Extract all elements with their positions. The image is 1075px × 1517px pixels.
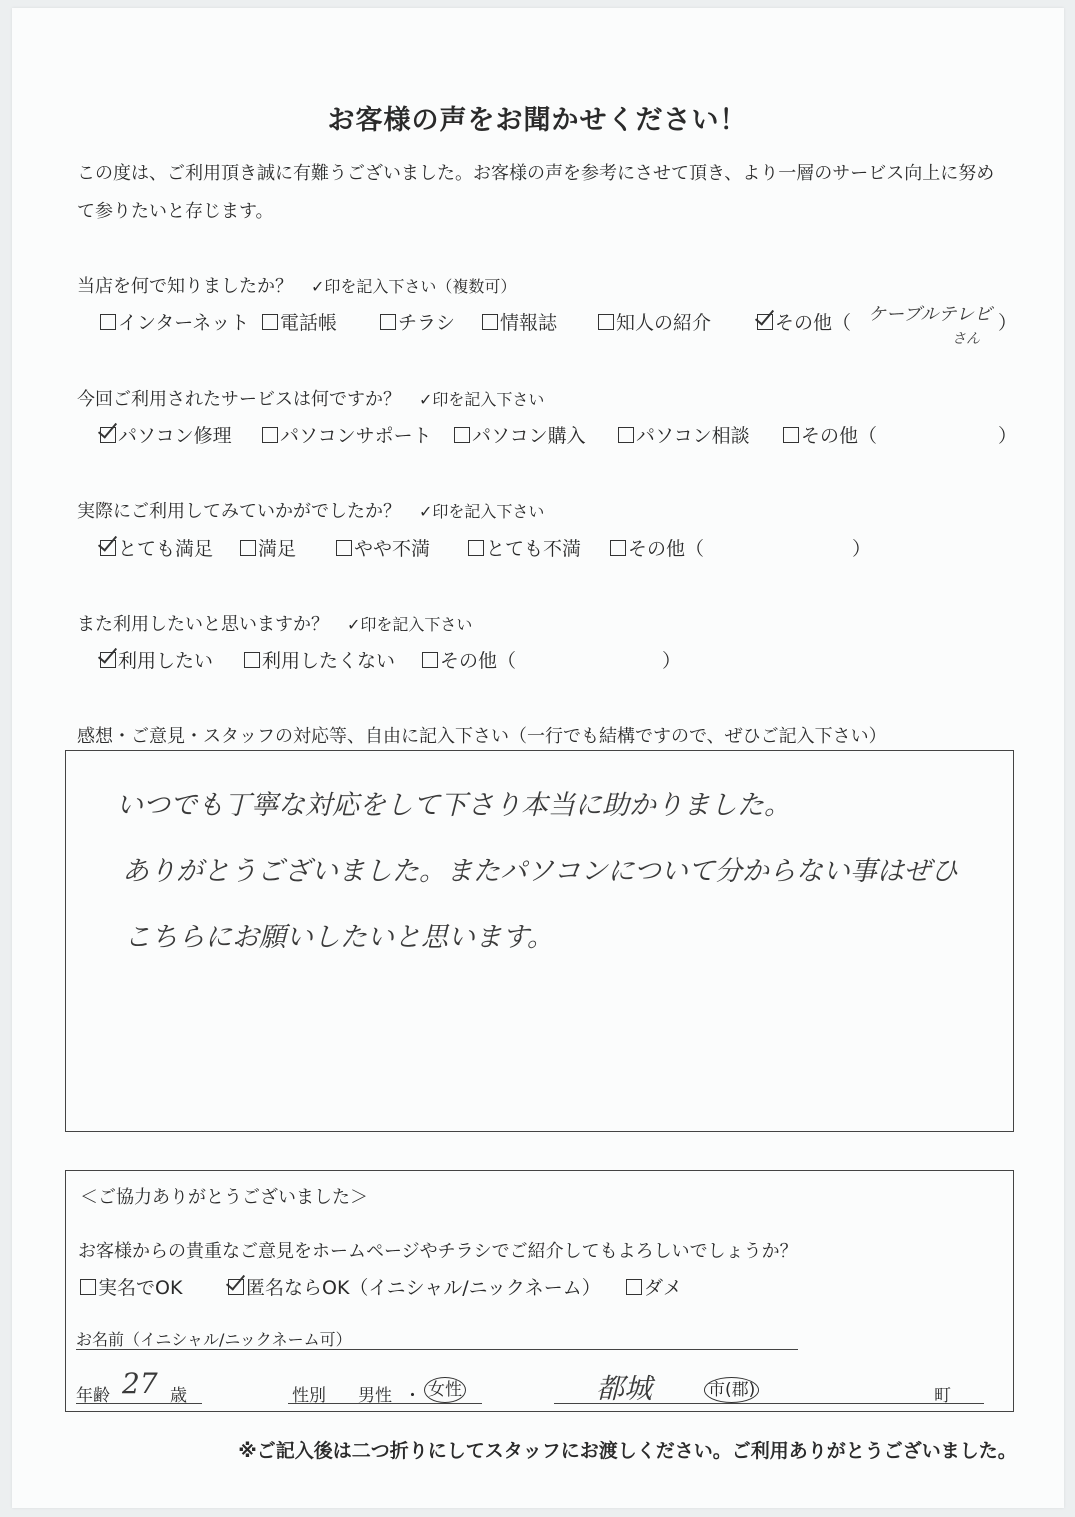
checkbox[interactable] <box>598 314 614 330</box>
q3-close-paren: ） <box>852 538 872 560</box>
coop-option-no[interactable]: ダメ <box>626 1273 682 1300</box>
q4-option-other[interactable]: その他（ <box>422 646 516 673</box>
coop-option-anonymous[interactable]: 匿名ならOK（イニシャル/ニックネーム） <box>228 1273 601 1300</box>
q4-question <box>77 610 472 636</box>
q1-close-paren: ） <box>998 312 1018 334</box>
q2-option-support[interactable]: パソコンサポート <box>262 421 432 448</box>
age-unit: 歳 <box>170 1386 187 1406</box>
q3-option-satisfied[interactable]: 満足 <box>240 534 296 561</box>
checkbox[interactable] <box>468 540 484 556</box>
q2-close-paren: ） <box>998 425 1018 447</box>
checkbox[interactable] <box>336 540 352 556</box>
q1-other-handwritten-sub: さん <box>952 331 980 347</box>
name-label: お名前（イニシャル/ニックネーム可） <box>76 1330 352 1349</box>
q2-option-consult[interactable]: パソコン相談 <box>618 421 750 448</box>
q4-close-paren: ） <box>662 650 682 672</box>
checkbox[interactable] <box>783 427 799 443</box>
gender-field-line <box>288 1403 482 1404</box>
q1-option-magazine[interactable]: 情報誌 <box>482 308 557 335</box>
name-field-line[interactable] <box>76 1349 798 1350</box>
age-label: 年齢 <box>76 1386 110 1406</box>
age-field-line[interactable] <box>76 1403 202 1404</box>
q2-option-repair[interactable]: パソコン修理 <box>100 421 232 448</box>
cooperation-question: お客様からの貴重なご意見をホームページやチラシでご紹介してもよろしいでしょうか？ <box>78 1241 798 1262</box>
q1-question-text: 当店を何で知りましたか？ <box>77 276 293 297</box>
checkbox[interactable] <box>100 314 116 330</box>
comments-label: 感想・ご意見・スタッフの対応等、自由に記入下さい（一行でも結構ですので、ぜひご記入下さい） <box>77 726 887 747</box>
q3-instruction: ✓印を記入下さい <box>419 502 545 521</box>
q1-option-flyer[interactable]: チラシ <box>380 308 455 335</box>
checkbox-checked[interactable] <box>100 427 116 443</box>
q1-other-handwritten: ケーブルテレビ <box>868 304 993 325</box>
q1-option-referral[interactable]: 知人の紹介 <box>598 308 711 335</box>
q2-options <box>0 421 1075 461</box>
selected-circle: 女性 <box>424 1377 466 1403</box>
checkbox-checked[interactable] <box>100 540 116 556</box>
q4-option-yes[interactable]: 利用したい <box>100 646 213 673</box>
city-label <box>704 1377 759 1403</box>
footer-note: ※ご記入後は二つ折りにしてスタッフにお渡しください。ご利用ありがとうございました。 <box>238 1440 1017 1462</box>
checkbox[interactable] <box>626 1279 642 1295</box>
checkbox[interactable] <box>380 314 396 330</box>
cooperation-box <box>65 1170 1014 1412</box>
comment-line: ありがとうございました。またパソコンについて分からない事はぜひ <box>122 856 958 887</box>
q4-question-text: また利用したいと思いますか？ <box>77 614 329 635</box>
q3-option-very-satisfied[interactable]: とても満足 <box>100 534 213 561</box>
checkbox[interactable] <box>610 540 626 556</box>
q4-instruction: ✓印を記入下さい <box>347 615 473 634</box>
checkbox-checked[interactable] <box>757 314 773 330</box>
q1-option-phonebook[interactable]: 電話帳 <box>262 308 337 335</box>
checkbox[interactable] <box>240 540 256 556</box>
q3-option-somewhat-dissatisfied[interactable]: やや不満 <box>336 534 430 561</box>
checkbox-checked[interactable] <box>228 1279 244 1295</box>
q3-option-other[interactable]: その他（ <box>610 534 704 561</box>
checkbox[interactable] <box>618 427 634 443</box>
q4-option-no[interactable]: 利用したくない <box>244 646 395 673</box>
q1-option-internet[interactable]: インターネット <box>100 308 249 335</box>
comment-line: こちらにお願いしたいと思います。 <box>124 922 554 953</box>
q1-instruction: ✓印を記入下さい（複数可） <box>311 277 517 296</box>
gender-label: 性別 <box>292 1386 326 1406</box>
q1-option-other[interactable]: その他（ <box>757 308 851 335</box>
page-title: お客様の声をお聞かせください！ <box>327 105 748 136</box>
gender-female[interactable] <box>424 1377 466 1403</box>
q1-question <box>77 272 516 298</box>
comments-box[interactable] <box>65 750 1014 1132</box>
q3-options <box>0 534 1075 574</box>
q2-question-text: 今回ご利用されたサービスは何ですか？ <box>77 389 401 410</box>
checkbox[interactable] <box>422 652 438 668</box>
checkbox-checked[interactable] <box>100 652 116 668</box>
checkbox[interactable] <box>244 652 260 668</box>
q3-option-very-dissatisfied[interactable]: とても不満 <box>468 534 581 561</box>
checkbox[interactable] <box>262 427 278 443</box>
comment-line: いつでも丁寧な対応をして下さり本当に助かりました。 <box>116 790 791 821</box>
q3-question-text: 実際にご利用してみていかがでしたか？ <box>77 501 401 522</box>
q2-question <box>77 385 544 411</box>
gender-separator: ・ <box>404 1386 421 1406</box>
address-field-line[interactable] <box>554 1403 984 1404</box>
town-label: 町 <box>934 1386 951 1406</box>
q2-option-other[interactable]: その他（ <box>783 421 877 448</box>
q2-option-purchase[interactable]: パソコン購入 <box>454 421 586 448</box>
q3-question <box>77 497 544 523</box>
gender-male[interactable]: 男性 <box>358 1386 392 1406</box>
checkbox[interactable] <box>80 1279 96 1295</box>
cooperation-heading: ＜ご協力ありがとうございました＞ <box>80 1187 368 1208</box>
q4-options <box>0 646 1075 686</box>
checkbox[interactable] <box>262 314 278 330</box>
q1-options <box>0 304 1075 348</box>
checkbox[interactable] <box>454 427 470 443</box>
city-handwritten: 都城 <box>596 1372 653 1405</box>
checkbox[interactable] <box>482 314 498 330</box>
intro-text: この度は、ご利用頂き誠に有難うございました。お客様の声を参考にさせて頂き、より一層のサービス向上に努めて参りたいと存じます。 <box>77 163 995 222</box>
city-circle: 市(郡) <box>704 1377 759 1403</box>
q2-instruction: ✓印を記入下さい <box>419 390 545 409</box>
coop-option-real-name[interactable]: 実名でOK <box>80 1273 182 1300</box>
age-value: 27 <box>122 1367 158 1400</box>
